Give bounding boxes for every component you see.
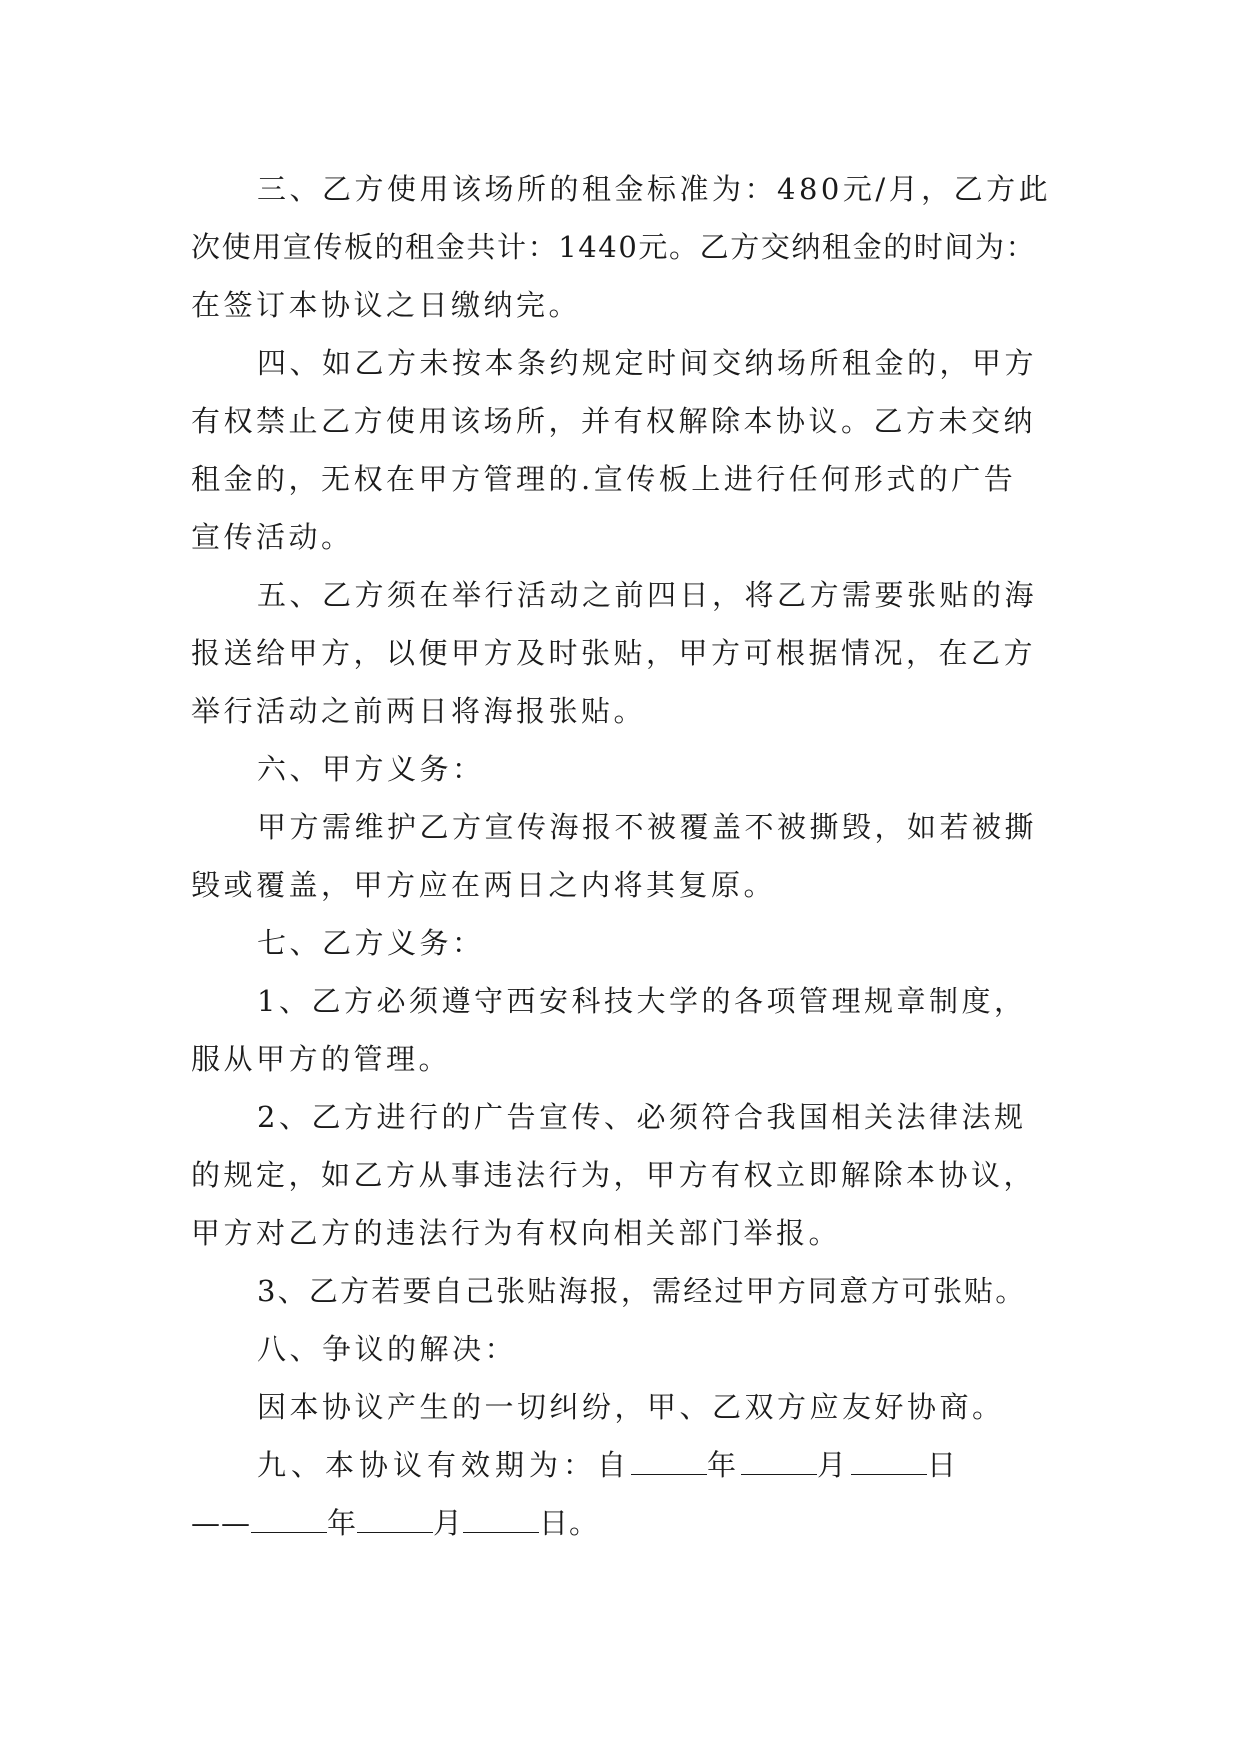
clause-3-line-3: 在签订本协议之日缴纳完。 [191, 288, 582, 322]
agreement-text [191, 160, 1051, 1552]
end-month-label: 月 [433, 1506, 464, 1540]
clause-7-heading: 七、乙方义务： [257, 926, 485, 960]
clause-7-item-2-line-1: 2、乙方进行的广告宣传、必须符合我国相关法律法规 [257, 1100, 1027, 1134]
validity-dash: —— [191, 1506, 251, 1540]
clause-5-line-3: 举行活动之前两日将海报张贴。 [191, 694, 647, 728]
end-day-blank [463, 1506, 539, 1533]
clause-4-line-4: 宣传活动。 [191, 520, 354, 554]
start-day-blank [851, 1448, 927, 1475]
end-day-label: 日。 [539, 1506, 600, 1540]
start-year-label: 年 [707, 1448, 742, 1482]
clause-7-item-2-line-2: 的规定，如乙方从事违法行为，甲方有权立即解除本协议， [191, 1158, 1037, 1192]
clause-4-line-2: 有权禁止乙方使用该场所，并有权解除本协议。乙方未交纳 [191, 404, 1037, 438]
validity-prefix: 九、本协议有效期为：自 [257, 1448, 632, 1482]
clause-7-item-2-line-3: 甲方对乙方的违法行为有权向相关部门举报。 [191, 1216, 842, 1250]
start-month-blank [741, 1448, 817, 1475]
clause-5-line-1: 五、乙方须在举行活动之前四日，将乙方需要张贴的海 [257, 578, 1038, 612]
end-month-blank [357, 1506, 433, 1533]
clause-4-line-1: 四、如乙方未按本条约规定时间交纳场所租金的，甲方 [257, 346, 1038, 380]
clause-3-line-2: 次使用宣传板的租金共计：1440元。乙方交纳租金的时间为： [191, 230, 1037, 264]
end-year-label: 年 [327, 1506, 358, 1540]
start-month-label: 月 [817, 1448, 852, 1482]
clause-7-item-3: 3、乙方若要自己张贴海报，需经过甲方同意方可张贴。 [257, 1274, 1027, 1308]
start-year-blank [631, 1448, 707, 1475]
clause-7-item-1-line-1: 1、乙方必须遵守西安科技大学的各项管理规章制度， [257, 984, 1027, 1018]
clause-8-line-1: 因本协议产生的一切纠纷，甲、乙双方应友好协商。 [257, 1390, 1005, 1424]
clause-6-line-2: 毁或覆盖，甲方应在两日之内将其复原。 [191, 868, 777, 902]
clause-5-line-2: 报送给甲方，以便甲方及时张贴，甲方可根据情况，在乙方 [191, 636, 1037, 670]
clause-6-heading: 六、甲方义务： [257, 752, 485, 786]
start-day-label: 日 [927, 1448, 962, 1482]
clause-4-line-3: 租金的，无权在甲方管理的.宣传板上进行任何形式的广告 [191, 462, 1017, 496]
clause-9-line-2 [191, 1494, 1051, 1552]
clause-9-line-1 [191, 1436, 1051, 1494]
clause-6-line-1: 甲方需维护乙方宣传海报不被覆盖不被撕毁，如若被撕 [257, 810, 1038, 844]
end-year-blank [251, 1506, 327, 1533]
clause-3-line-1: 三、乙方使用该场所的租金标准为：480元/月，乙方此 [257, 172, 1052, 206]
clause-8-heading: 八、争议的解决： [257, 1332, 518, 1366]
clause-7-item-1-line-2: 服从甲方的管理。 [191, 1042, 452, 1076]
